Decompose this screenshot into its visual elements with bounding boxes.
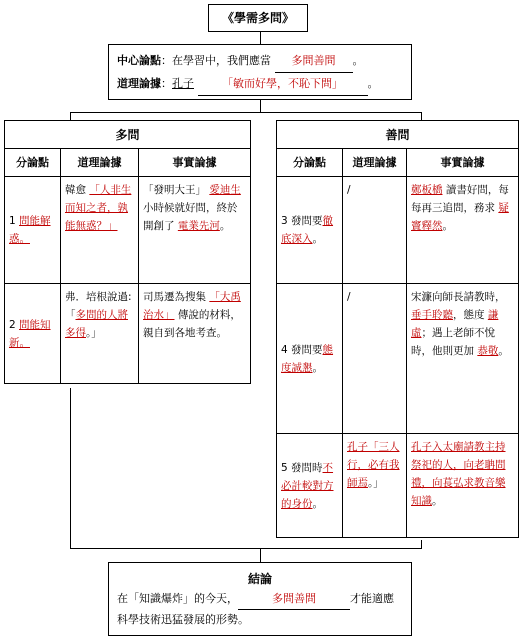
connector-branch-horizontal — [70, 112, 422, 113]
conclusion-box — [108, 562, 412, 636]
fact-text: 。 — [442, 220, 453, 232]
point-text: 。 — [312, 361, 323, 374]
right-row5-fact — [407, 434, 519, 538]
center-thesis-blank — [275, 50, 353, 73]
right-row5-point — [277, 434, 343, 538]
table-row — [277, 177, 519, 284]
table-row — [277, 434, 519, 538]
reason-quote: 多問的人將多得 — [65, 309, 128, 339]
left-row2-point — [5, 284, 61, 384]
row-number: 3 — [281, 215, 288, 227]
point-text: 發問要 — [291, 215, 323, 227]
conclusion-prefix: 在「知識爆炸」的今天， — [117, 592, 238, 605]
fact-answer: 孔子入太廟請教主持祭祀的人，向老聃問禮，向萇弘求教音樂知識 — [411, 441, 506, 507]
fact-answer: 電業先河 — [177, 220, 220, 232]
right-col-point: 分論點 — [277, 149, 343, 177]
fact-text: 司馬遷為搜集 — [143, 291, 206, 303]
connector-branch-left — [70, 112, 71, 120]
reason-text: 。」 — [368, 477, 384, 489]
point-answer: 態度誠懇 — [281, 343, 334, 374]
left-row2-reason — [61, 284, 139, 384]
row-number: 4 — [281, 343, 288, 356]
fact-text: ；遇上老師不悅時，他則更加 — [411, 327, 495, 357]
connector-left-down — [70, 388, 71, 548]
fact-answer: 疑竇釋然 — [411, 202, 509, 232]
fact-answer: 謙虛 — [411, 309, 499, 339]
fact-text: 宋濂向師長請教時， — [411, 291, 506, 303]
reason-thesis-line: 道理論據：孔子 「敏而好學，不恥下問」 。 — [117, 73, 403, 96]
fact-text: 「發明大王」 — [143, 184, 206, 196]
right-col-reason: 道理論據 — [343, 149, 407, 177]
point-text: 。 — [312, 233, 323, 245]
fact-text: 讀書好問，每每再三追問，務求 — [411, 184, 509, 214]
left-table — [4, 120, 251, 384]
reason-author: 韓愈 — [65, 184, 86, 196]
conclusion-blank — [238, 589, 350, 610]
right-table-header: 善問 — [277, 121, 519, 149]
reason-quote: 「人非生而知之者，孰能無惑？」 — [65, 184, 132, 232]
thesis-box — [108, 44, 412, 100]
right-row4-point — [277, 284, 343, 434]
table-row — [5, 177, 251, 284]
point-answer: 不必計較對方的身份 — [281, 461, 334, 510]
point-text: 問能知新。 — [9, 318, 51, 349]
table-row — [5, 284, 251, 384]
reason-thesis-person: 孔子 — [172, 77, 194, 90]
right-row4-fact — [407, 284, 519, 434]
connector-to-conclusion — [260, 548, 261, 562]
connector-thesis-branch — [260, 100, 261, 112]
right-row3-point — [277, 177, 343, 284]
fact-answer: 鄭板橋 — [411, 184, 443, 196]
right-col-fact: 事實論據 — [407, 149, 519, 177]
center-thesis-text: ：在學習中，我們應當 — [161, 54, 271, 67]
fact-text: 小時候就好問，終於開創了 — [143, 202, 238, 232]
left-row1-fact — [139, 177, 251, 284]
conclusion-answer: 多問善問 — [272, 592, 316, 605]
reason-thesis-answer: 「敏而好學，不恥下問」 — [222, 77, 343, 90]
fact-text: 。 — [219, 220, 231, 232]
fact-text: 傳說的材料，親自到各地考查。 — [143, 309, 241, 339]
point-text: 發問時 — [291, 461, 323, 474]
left-row2-fact — [139, 284, 251, 384]
fact-text: 。 — [432, 495, 443, 507]
point-answer: 徹底深入 — [281, 215, 334, 245]
right-row4-reason: / — [343, 284, 407, 434]
center-thesis-label: 中心論點 — [117, 54, 161, 67]
connector-title-thesis — [260, 32, 261, 44]
fact-text: ，態度 — [453, 309, 485, 321]
right-table — [276, 120, 519, 538]
row-number: 5 — [281, 461, 288, 474]
left-col-reason: 道理論據 — [61, 149, 139, 177]
center-thesis-line: 中心論點：在學習中，我們應當 多問善問 。 — [117, 50, 403, 73]
point-text: 。 — [312, 497, 323, 510]
left-row1-reason — [61, 177, 139, 284]
row-number: 2 — [9, 318, 16, 331]
connector-branch-right — [421, 112, 422, 120]
reason-thesis-label: 道理論據 — [117, 77, 161, 90]
fact-answer: 「大禹治水」 — [143, 291, 241, 321]
fact-answer: 垂手聆聽 — [411, 309, 453, 321]
point-text: 發問要 — [291, 343, 323, 356]
fact-text: 。 — [498, 345, 509, 357]
table-row — [277, 284, 519, 434]
left-col-point: 分論點 — [5, 149, 61, 177]
left-table-header: 多問 — [5, 121, 251, 149]
right-row5-reason — [343, 434, 407, 538]
reason-quote: 孔子「三人行，必有我師焉 — [347, 441, 400, 489]
fact-answer: 愛迪生 — [209, 184, 241, 196]
conclusion-title: 結論 — [247, 572, 272, 586]
left-row1-point — [5, 177, 61, 284]
reason-author: 弗．培根說過:「 — [65, 291, 132, 321]
center-thesis-answer: 多問善問 — [291, 54, 336, 67]
connector-right-down — [421, 540, 422, 548]
right-row3-reason: / — [343, 177, 407, 284]
fact-answer: 恭敬 — [477, 345, 499, 357]
reason-text: 。」 — [86, 327, 102, 339]
conclusion-suffix: 才能適應科學技術迅猛發展的形勢。 — [117, 592, 394, 626]
page-title: 《學需多問》 — [208, 4, 308, 32]
connector-bottom-horizontal — [70, 548, 422, 549]
left-col-fact: 事實論據 — [139, 149, 251, 177]
conclusion-text — [117, 589, 403, 630]
row-number: 1 — [9, 215, 16, 227]
reason-thesis-blank — [198, 73, 368, 96]
point-text: 問能解惑。 — [9, 215, 51, 245]
right-row3-fact — [407, 177, 519, 284]
